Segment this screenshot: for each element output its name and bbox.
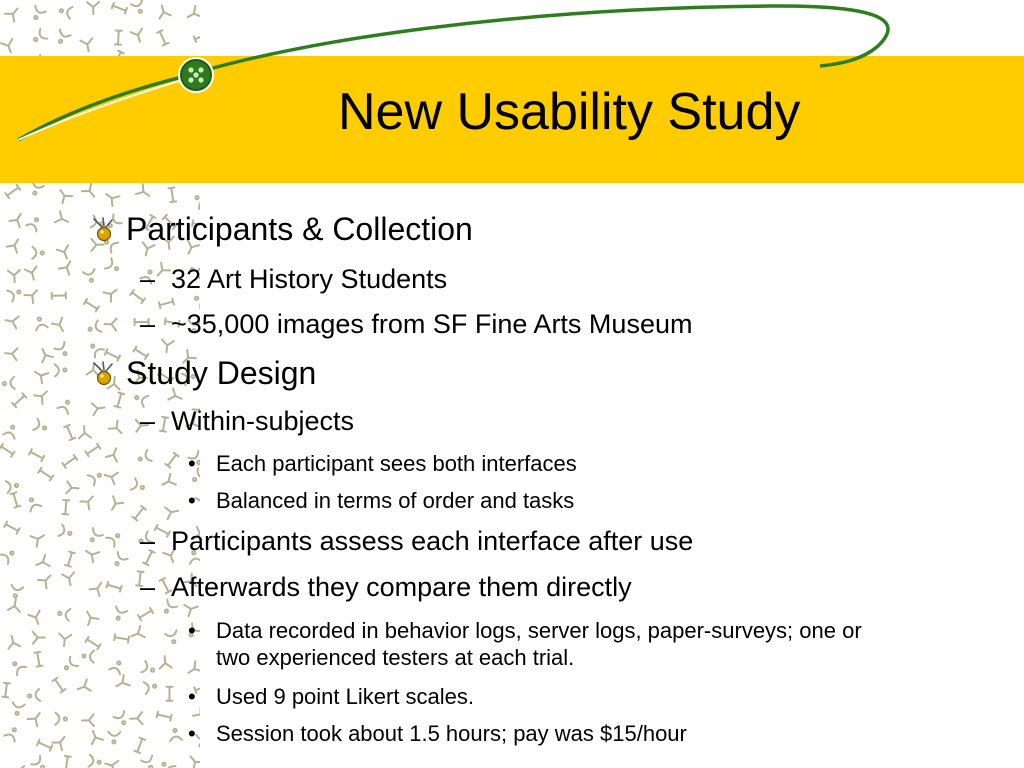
bullet-line: Data recorded in behavior logs, server logs, paper-surveys; one or [216, 618, 862, 643]
bullet-item-level-2 [171, 571, 632, 603]
dash-marker: – [140, 406, 156, 436]
bullet-text: Participants assess each interface after use [171, 526, 694, 556]
bullet-text: 32 Art History Students [171, 264, 448, 294]
dot-marker: • [188, 488, 196, 513]
bullet-item-level-2 [171, 405, 354, 437]
bullet-item-level-3 [216, 720, 687, 747]
bullet-item-level-2 [171, 263, 447, 295]
bullet-item-level-3 [216, 617, 862, 671]
slide-title: New Usability Study [338, 83, 801, 141]
bullet-text: Session took about 1.5 hours; pay was $15/hour [216, 721, 687, 746]
bullet-text: ~35,000 images from SF Fine Arts Museum [171, 309, 693, 339]
bullet-text: Each participant sees both interfaces [216, 451, 577, 476]
dash-marker: – [140, 572, 156, 602]
bullet-line: two experienced testers at each trial. [216, 645, 575, 670]
dash-marker: – [140, 309, 156, 339]
dash-marker: – [140, 526, 156, 556]
bullet-item-level-3 [216, 683, 474, 710]
bullet-item-level-1 [126, 211, 473, 247]
bullet-text: Study Design [126, 355, 317, 391]
bullet-item-level-3 [216, 487, 574, 514]
bullet-text: Afterwards they compare them directly [171, 572, 632, 602]
dot-marker: • [188, 451, 196, 476]
bug-bullet-icon [90, 360, 118, 388]
bullet-text: Balanced in terms of order and tasks [216, 488, 575, 513]
dot-marker: • [188, 721, 196, 746]
bullet-text: Participants & Collection [126, 211, 473, 247]
bullet-item-level-3 [216, 450, 577, 477]
bullet-item-level-2 [171, 525, 693, 557]
bullet-item-level-1 [126, 355, 316, 391]
bullet-text: Used 9 point Likert scales. [216, 684, 475, 709]
dot-marker: • [188, 618, 196, 643]
bug-bullet-icon [90, 216, 118, 244]
dot-marker: • [188, 684, 196, 709]
dash-marker: – [140, 264, 156, 294]
bullet-text: Within-subjects [171, 406, 355, 436]
bullet-item-level-2 [171, 308, 692, 340]
